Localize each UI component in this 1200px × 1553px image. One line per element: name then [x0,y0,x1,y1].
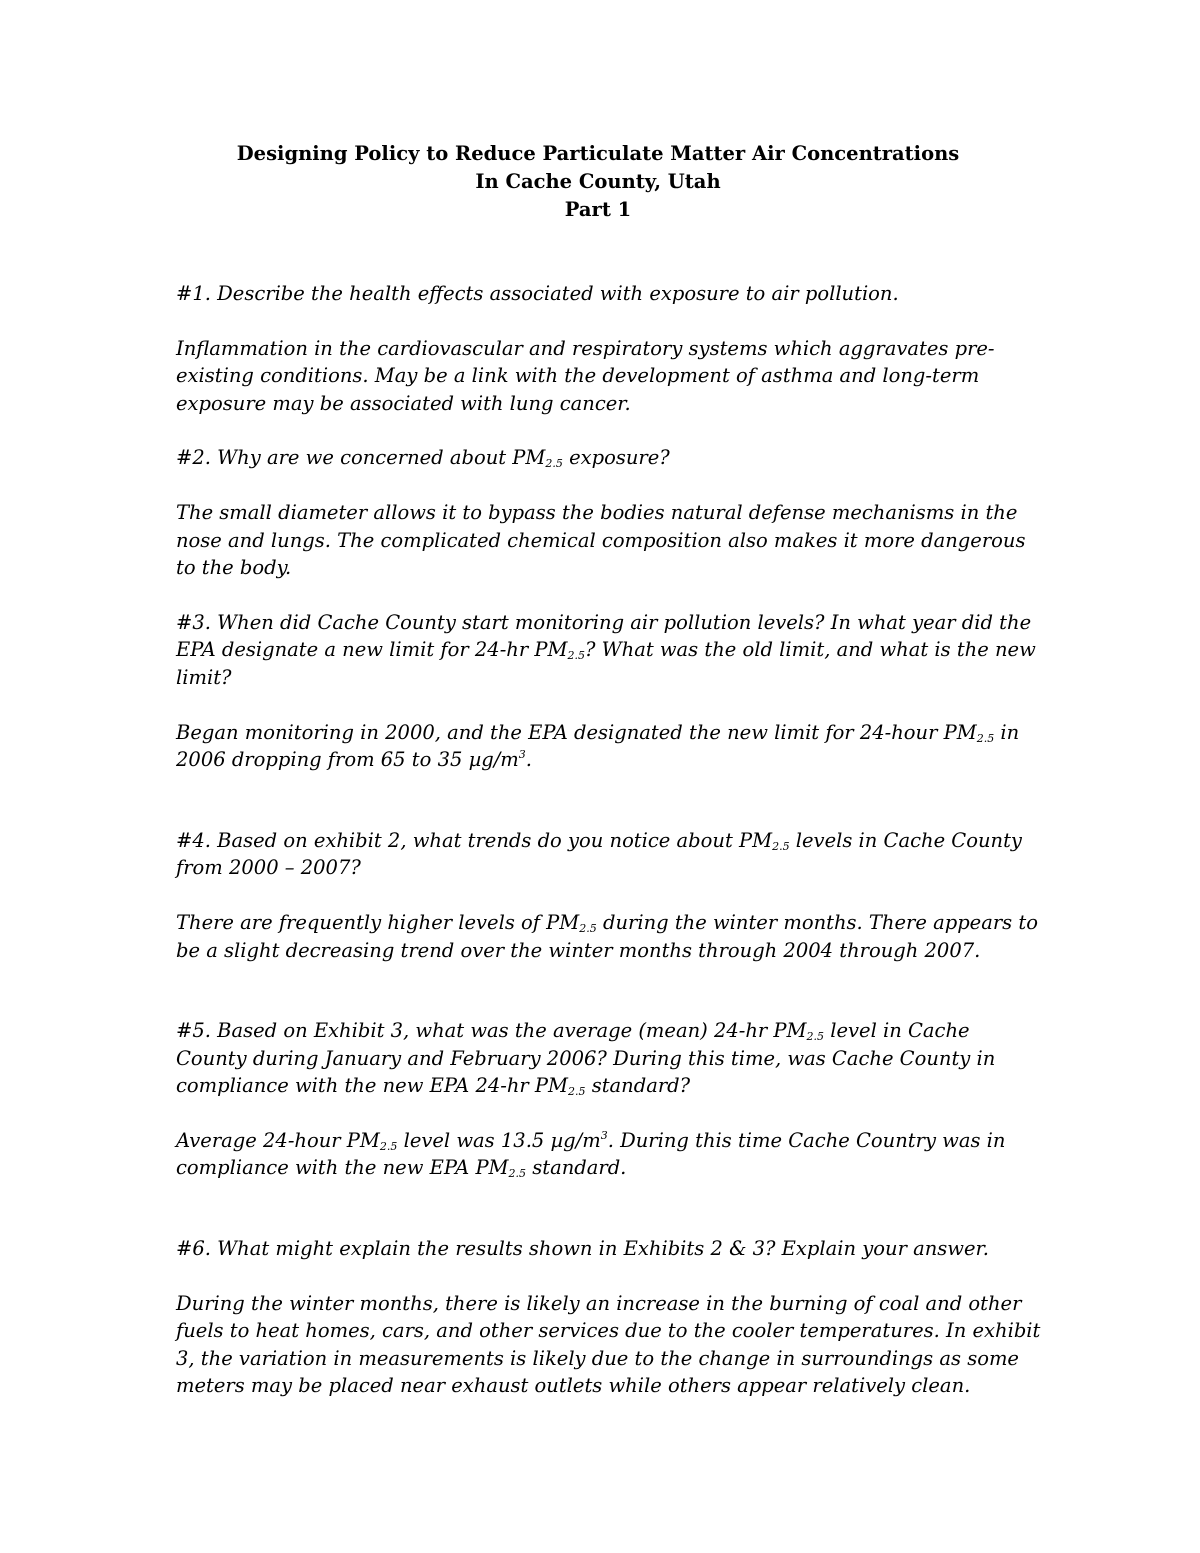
subscript: 2.5 [806,1030,825,1044]
question-5-line: County during January and February 2006? During this time, was Cache County in [176,1046,996,1070]
answer-5 [176,1127,1076,1182]
answer-3 [176,719,1076,774]
question-5-line: compliance with the new EPA 24-hr $PM_{2.5}$ standard? [176,1074,691,1099]
question-5 [176,1017,1076,1100]
question-6-text: #6. What might explain the results shown in Exhibits 2 & 3? Explain your answer. [176,1237,989,1261]
title-line-2: In Cache County, Utah [475,170,721,193]
title-line-1: Designing Policy to Reduce Particulate Matter Air Concentrations [236,142,960,165]
answer-5-line: Average 24-hour $PM_{2.5}$ level was 13.5 $\mu g/m^3$. During this time Cache Country was in [176,1128,1006,1153]
question-3-line: #3. When did Cache County start monitoring air pollution levels? In what year did the [176,610,1032,634]
subscript: 2.5 [545,457,563,471]
answer-4 [176,909,1076,964]
question-4 [176,827,1076,882]
answer-6 [176,1290,1076,1400]
answer-3-line: 2006 dropping from 65 to 35 $\mu g/m^3$. [176,748,532,772]
superscript: 3 [600,1128,608,1142]
answer-6-line: fuels to heat homes, cars, and other services due to the cooler temperatures. In exhibit [176,1319,1041,1343]
answer-1-line: existing conditions. May be a link with the development of asthma and long-term [176,364,980,388]
subscript: 2.5 [508,1167,527,1181]
answer-2 [176,499,1076,582]
question-4-line: from 2000 – 2007? [176,856,361,880]
answer-4-line: be a slight decreasing trend over the winter months through 2004 through 2007. [176,938,981,962]
answer-1 [176,335,1076,418]
superscript: 3 [518,748,526,762]
answer-3-line: Began monitoring in 2000, and the EPA designated the new limit for 24-hour $PM_{2.5}$ in [176,720,1020,745]
subscript: 2.5 [579,921,597,935]
question-2 [176,444,1076,472]
title-line-3: Part 1 [564,198,632,221]
question-5-line: #5. Based on Exhibit 3, what was the average (mean) 24-hr $PM_{2.5}$ level in Cache [176,1019,970,1044]
document-body [176,280,1076,1400]
subscript: 2.5 [772,839,790,853]
question-1-text: #1. Describe the health effects associated with exposure to air pollution. [176,282,899,305]
question-6 [176,1235,1076,1263]
question-3 [176,609,1076,692]
answer-6-line: During the winter months, there is likely an increase in the burning of coal and other [176,1291,1022,1315]
subscript: 2.5 [379,1139,398,1153]
answer-5-line: compliance with the new EPA $PM_{2.5}$ standard. [176,1156,627,1181]
answer-2-line: to the body. [176,556,292,580]
question-1 [176,280,1076,308]
question-3-line: limit? [176,665,232,689]
answer-1-line: Inflammation in the cardiovascular and respiratory systems which aggravates pre- [176,336,995,360]
subscript: 2.5 [976,731,995,745]
document-title [0,140,1196,224]
subscript: 2.5 [567,649,585,663]
answer-6-line: 3, the variation in measurements is likely due to the change in surroundings as some [176,1346,1019,1370]
question-2-line: #2. Why are we concerned about $PM_{2.5}$ exposure? [176,446,670,471]
subscript: 2.5 [568,1085,586,1099]
question-3-line: EPA designate a new limit for 24-hr $PM_{2.5}$? What was the old limit, and what is the new [176,638,1036,663]
answer-6-line: meters may be placed near exhaust outlets while others appear relatively clean. [176,1374,971,1398]
question-4-line: #4. Based on exhibit 2, what trends do you notice about $PM_{2.5}$ levels in Cache County [176,828,1022,853]
answer-1-line: exposure may be associated with lung cancer. [176,391,631,415]
answer-2-line: nose and lungs. The complicated chemical composition also makes it more dangerous [176,528,1026,552]
answer-4-line: There are frequently higher levels of $PM_{2.5}$ during the winter months. There appears to [176,910,1038,935]
answer-2-line: The small diameter allows it to bypass the bodies natural defense mechanisms in the [176,500,1018,524]
